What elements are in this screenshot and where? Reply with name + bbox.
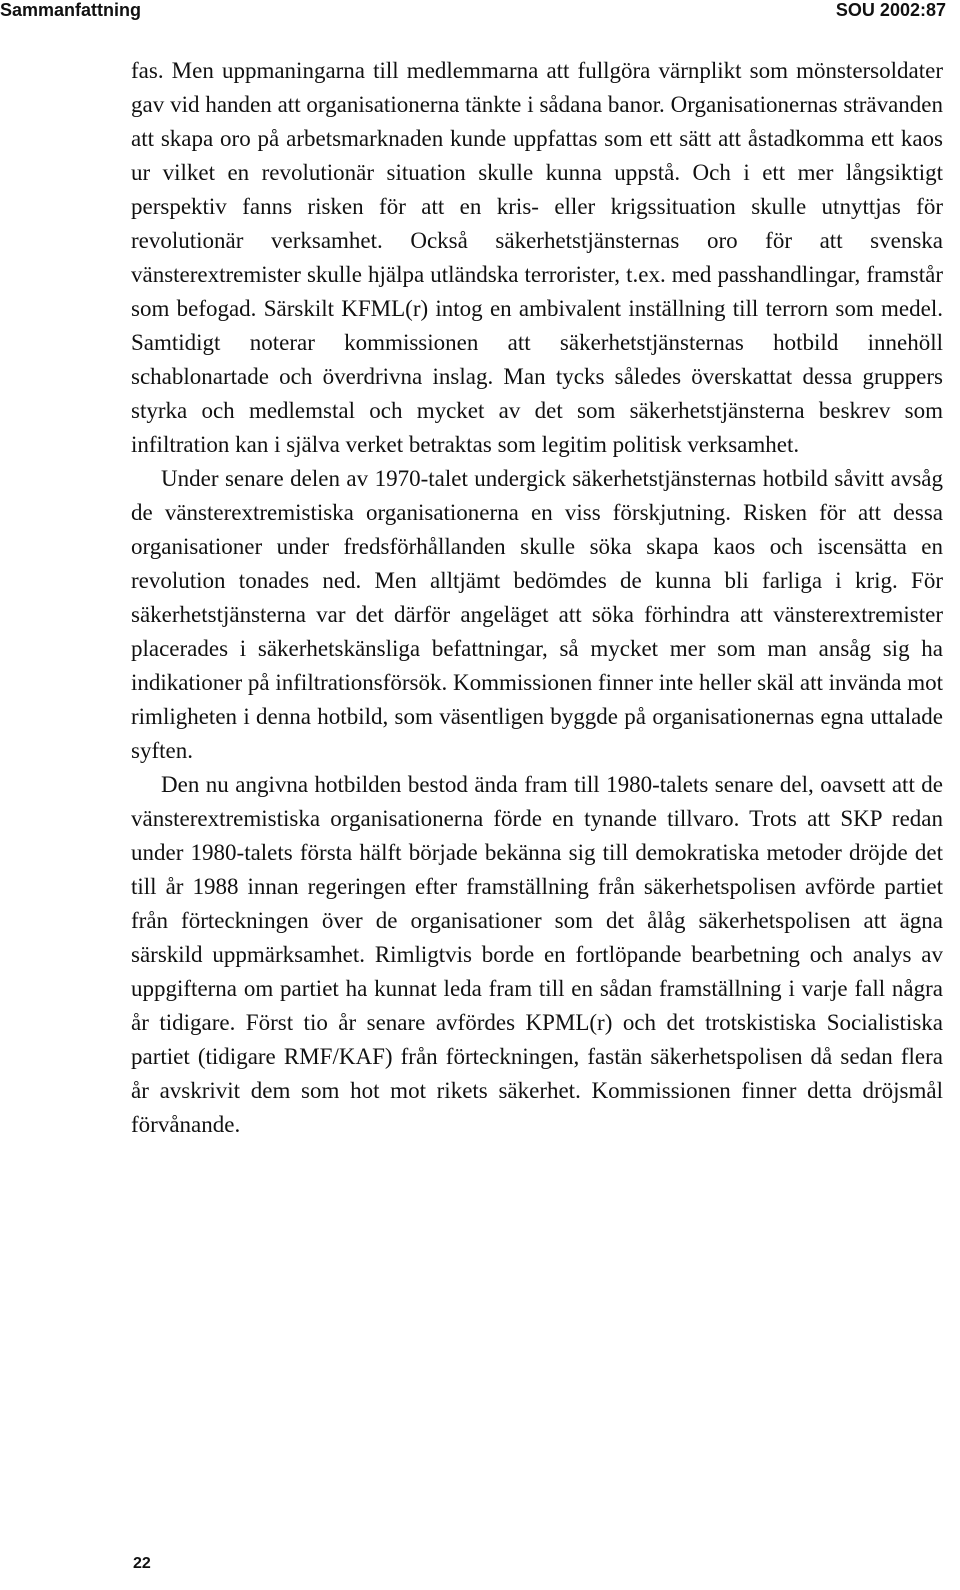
header-report-id: SOU 2002:87 (835, 0, 946, 20)
paragraph-2: Under senare delen av 1970-talet undergick säkerhetstjänsternas hotbild såvitt avsåg de vänsterextremistiska organisationerna en viss förskjutning. Risken för att dessa organisationer under fredsförhållanden skulle söka skapa kaos och iscensätta en revolution tonades ned. Men alltjämt bedömdes de kunna bli farliga i krig. För säkerhetstjänsterna var det därför angeläget att söka förhindra att vänsterextremister placerades i säkerhetskänsliga befattningar, så mycket mer som man ansåg sig ha indikationer på infiltrationsförsök. Kommissionen finner inte heller skäl att invända mot rimligheten i denna hotbild, som väsentligen byggde på organisationernas egna uttalade syften. (131, 466, 943, 763)
header-section-title: Sammanfattning (0, 0, 142, 20)
paragraph-3: Den nu angivna hotbilden bestod ända fram till 1980-talets senare del, oavsett att de vänsterextremistiska organisationerna förde en tynande tillvaro. Trots att SKP redan under 1980-talets första hälft började bekänna sig till demokratiska metoder dröjde det till år 1988 innan regeringen efter framställning från säkerhetspolisen avförde partiet från förteckningen över de organisationer som det ålåg säkerhetspolisen att ägna särskild uppmärksamhet. Rimligtvis borde en fortlöpande bearbetning och analys av uppgifterna om partiet ha kunnat leda fram till en sådan framställning i varje fall några år tidigare. Först tio år senare avfördes KPML(r) och det trotskistiska Socialistiska partiet (tidigare RMF/KAF) från förteckningen, fastän säkerhetspolisen då sedan flera år avskrivit dem som hot mot rikets säkerhet. Kommissionen finner detta dröjsmål förvånande. (131, 772, 943, 1137)
running-header (0, 0, 960, 28)
page-number: 22 (133, 1555, 151, 1572)
paragraph-1: fas. Men uppmaningarna till medlemmarna att fullgöra värnplikt som mönstersoldater gav vid handen att organisationerna tänkte i sådana banor. Organisationernas strävanden att skapa oro på arbetsmarknaden kunde uppfattas som ett sätt att åstadkomma ett kaos ur vilket en revolutionär situation skulle kunna uppstå. Och i ett mer långsiktigt perspektiv fanns risken för att en kris- eller krigssituation skulle utnyttjas för revolutionär verksamhet. Också säkerhetstjänsternas oro för att svenska vänsterextremister skulle hjälpa utländska terrorister, t.ex. med passhandlingar, framstår som befogad. Särskilt KFML(r) intog en ambivalent inställning till terrorn som medel. Samtidigt noterar kommissionen att säkerhetstjänsternas hotbild innehöll schablonartade och överdrivna inslag. Man tycks således överskattat dessa gruppers styrka och medlemstal och mycket av det som säkerhetstjänsterna beskrev som infiltration kan i själva verket betraktas som legitim politisk verksamhet. (131, 58, 943, 457)
body-text (131, 54, 943, 1142)
